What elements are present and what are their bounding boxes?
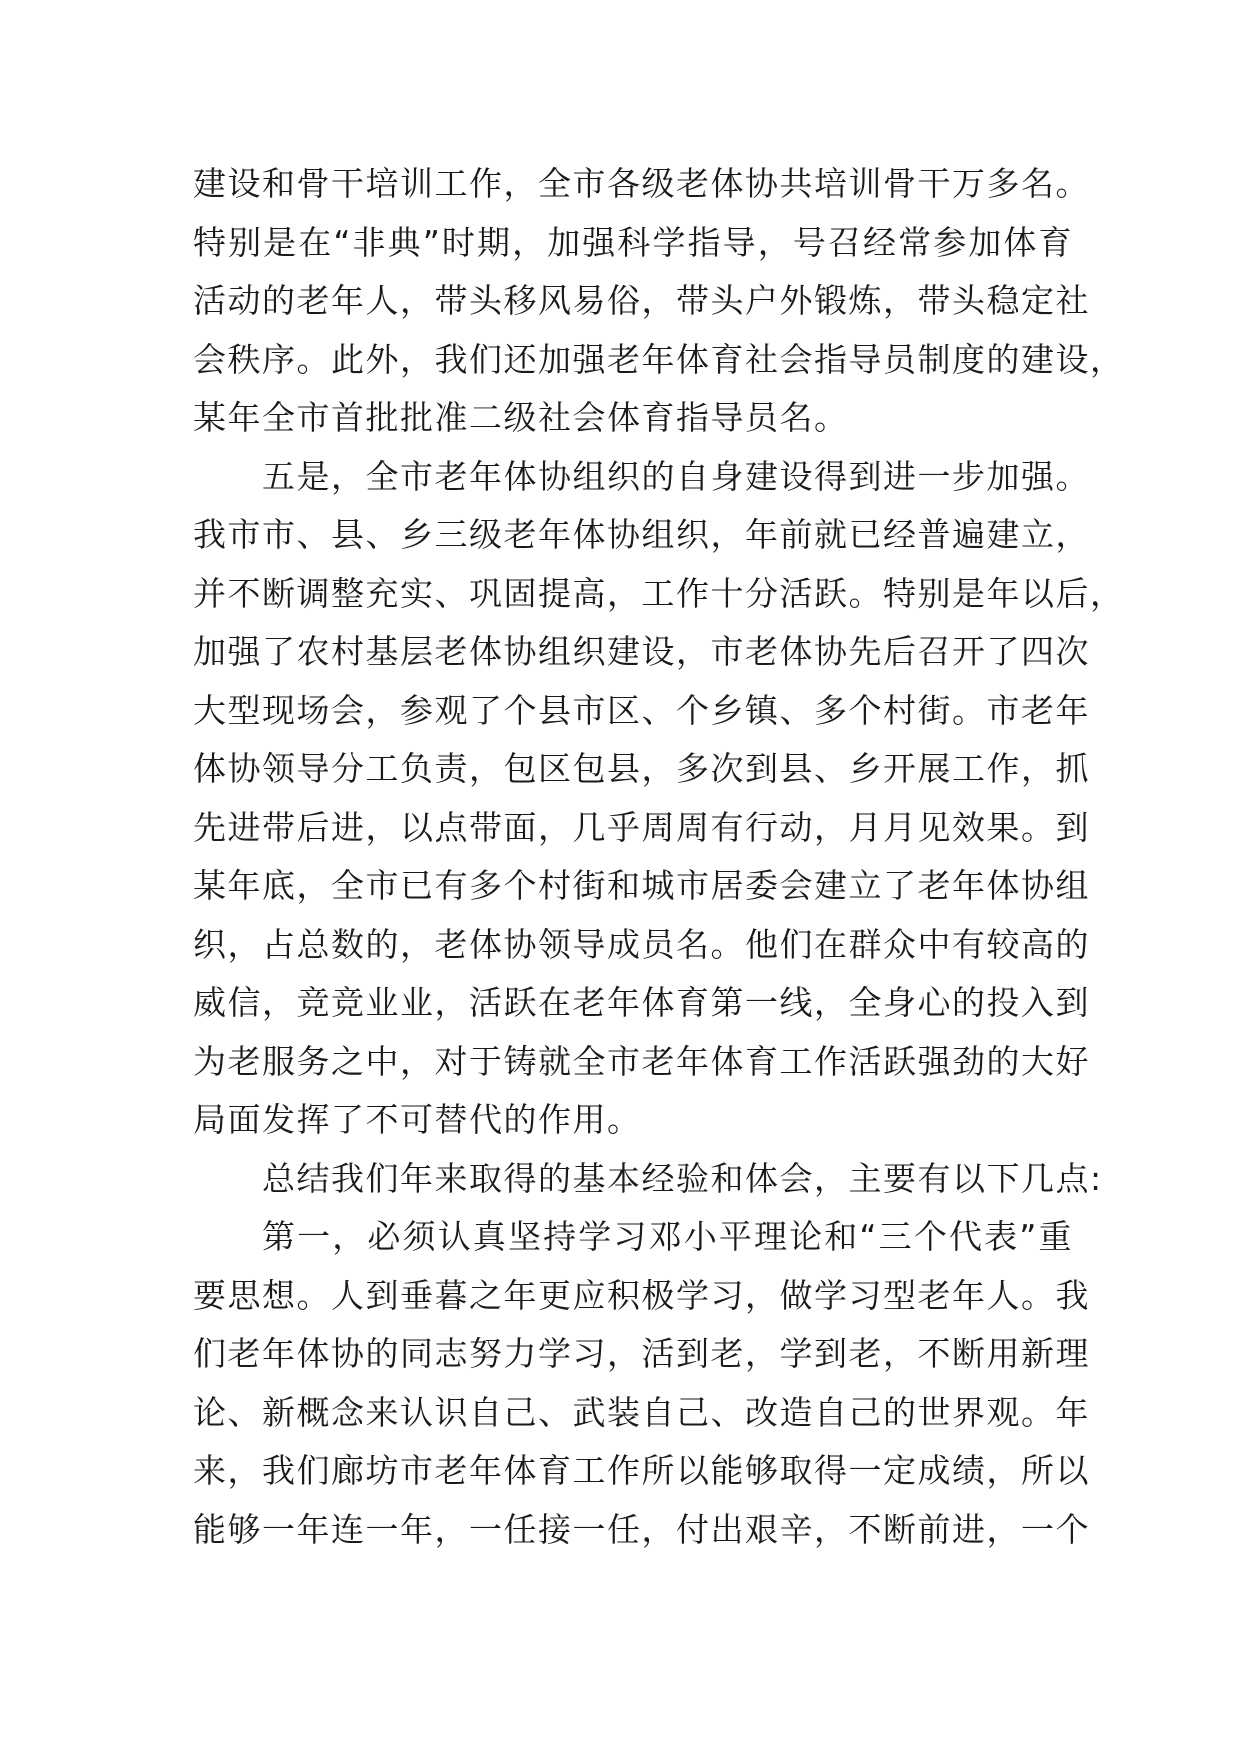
text-line: 能够一年连一年，一任接一任，付出艰辛，不断前进，一个	[193, 1509, 1090, 1549]
text-line: 我市市、县、乡三级老年体协组织，年前就已经普遍建立，	[193, 515, 1090, 554]
text-line: 特别是在“非典”时期，加强科学指导，号召经常参加体育	[193, 222, 1073, 262]
text-line: 会秩序。此外，我们还加强老年体育社会指导员制度的建设，	[193, 339, 1125, 379]
text-line: 加强了农村基层老体协组织建设，市老体协先后召开了四次	[193, 632, 1090, 671]
text-line: 大型现场会，参观了个县市区、个乡镇、多个村街。市老年	[193, 690, 1090, 730]
text-line: 第一，必须认真坚持学习邓小平理论和“三个代表”重	[262, 1217, 1073, 1256]
text-line: 织，占总数的，老体协领导成员名。他们在群众中有较高的	[193, 924, 1090, 964]
text-line: 们老年体协的同志努力学习，活到老，学到老，不断用新理	[193, 1334, 1090, 1373]
text-line: 为老服务之中，对于铸就全市老年体育工作活跃强劲的大好	[193, 1041, 1090, 1081]
text-line: 体协领导分工负责，包区包县，多次到县、乡开展工作，抓	[193, 749, 1090, 788]
text-line: 论、新概念来认识自己、武装自己、改造自己的世界观。年	[193, 1392, 1090, 1432]
text-line: 某年全市首批批准二级社会体育指导员名。	[193, 398, 849, 437]
text-line: 来，我们廊坊市老年体育工作所以能够取得一定成绩，所以	[193, 1451, 1090, 1490]
text-line: 五是，全市老年体协组织的自身建设得到进一步加强。	[262, 456, 1090, 496]
text-line: 先进带后进，以点带面，几乎周周有行动，月月见效果。到	[193, 807, 1090, 847]
text-line: 并不断调整充实、巩固提高，工作十分活跃。特别是年以后，	[193, 573, 1125, 613]
text-line: 总结我们年来取得的基本经验和体会，主要有以下几点:	[262, 1158, 1103, 1198]
body-text	[193, 155, 1125, 1559]
text-line: 建设和骨干培训工作，全市各级老体协共培训骨干万多名。	[193, 164, 1090, 203]
text-line: 局面发挥了不可替代的作用。	[193, 1100, 642, 1139]
text-line: 活动的老年人，带头移风易俗，带头户外锻炼，带头稳定社	[193, 281, 1090, 320]
text-line: 某年底，全市已有多个村街和城市居委会建立了老年体协组	[193, 866, 1090, 905]
text-line: 要思想。人到垂暮之年更应积极学习，做学习型老年人。我	[193, 1275, 1090, 1315]
text-line: 威信，竞竞业业，活跃在老年体育第一线，全身心的投入到	[193, 983, 1090, 1022]
